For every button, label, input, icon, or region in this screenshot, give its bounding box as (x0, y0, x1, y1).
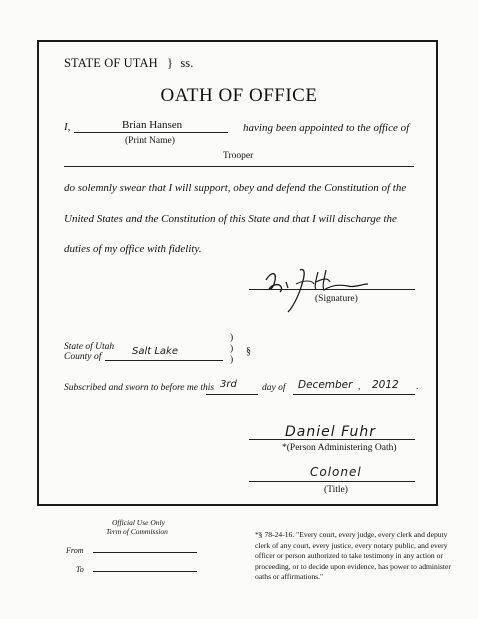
signature-line (249, 277, 415, 290)
header-brace: } (166, 56, 174, 70)
from-label: From (66, 546, 84, 555)
administrator-line (249, 427, 415, 440)
venue-of: of (94, 352, 102, 362)
from-line (93, 542, 197, 553)
appointment-suffix: having been appointed to the office of (243, 122, 410, 134)
sworn-month: December (298, 379, 353, 391)
sworn-year: 2012 (372, 379, 399, 391)
venue-county-label: County (64, 352, 92, 362)
state-header (64, 56, 193, 71)
state-line: STATE OF UTAH (64, 56, 158, 70)
print-name-caption: (Print Name) (125, 136, 175, 146)
oath-line-3: duties of my office with fidelity. (64, 243, 202, 255)
title-line (249, 469, 415, 482)
oath-line-2: United States and the Constitution of this State and that I will discharge the (64, 213, 397, 225)
section-mark: § (246, 346, 251, 357)
venue-bracket-2: ) (230, 344, 234, 354)
to-line (93, 561, 197, 572)
sworn-period: . (416, 382, 419, 392)
day-of-label: day of (262, 383, 286, 393)
sworn-prefix: Subscribed and sworn to before me this (64, 383, 215, 393)
title-caption: (Title) (324, 485, 348, 495)
official-use-heading: Official Use Only (112, 518, 165, 527)
signature-caption: (Signature) (315, 294, 358, 304)
administrator-title-value: Colonel (310, 465, 362, 479)
form-title: OATH OF OFFICE (160, 85, 318, 106)
oath-line-1: do solemnly swear that I will support, obey and defend the Constitution of the (64, 182, 407, 194)
administrator-caption: *(Person Administering Oath) (282, 443, 397, 453)
printed-name: Brian Hansen (122, 119, 183, 131)
county-value: Salt Lake (132, 346, 178, 357)
header-ss: ss. (180, 56, 194, 70)
venue-bracket-3: ) (230, 355, 234, 365)
sworn-day: 3rd (220, 379, 237, 390)
administrator-signature: Daniel Fuhr (285, 424, 377, 440)
to-label: To (76, 565, 84, 574)
appointment-prefix: I, (64, 121, 71, 133)
venue-bracket-1: ) (230, 333, 234, 343)
sworn-comma: , (358, 382, 361, 392)
office-value: Trooper (223, 151, 254, 161)
statute-footnote: *§ 78-24-16. "Every court, every judge, every clerk and deputy clerk of any court, every justice, every notary public, and every officer or person authorized to take testimony in any action or proceeding, or to decide upon evidence, has power to administer oaths or affirmations." (255, 530, 451, 582)
term-of-commission-heading: Term of Commission (106, 527, 168, 536)
venue-state: State of Utah (64, 342, 115, 352)
